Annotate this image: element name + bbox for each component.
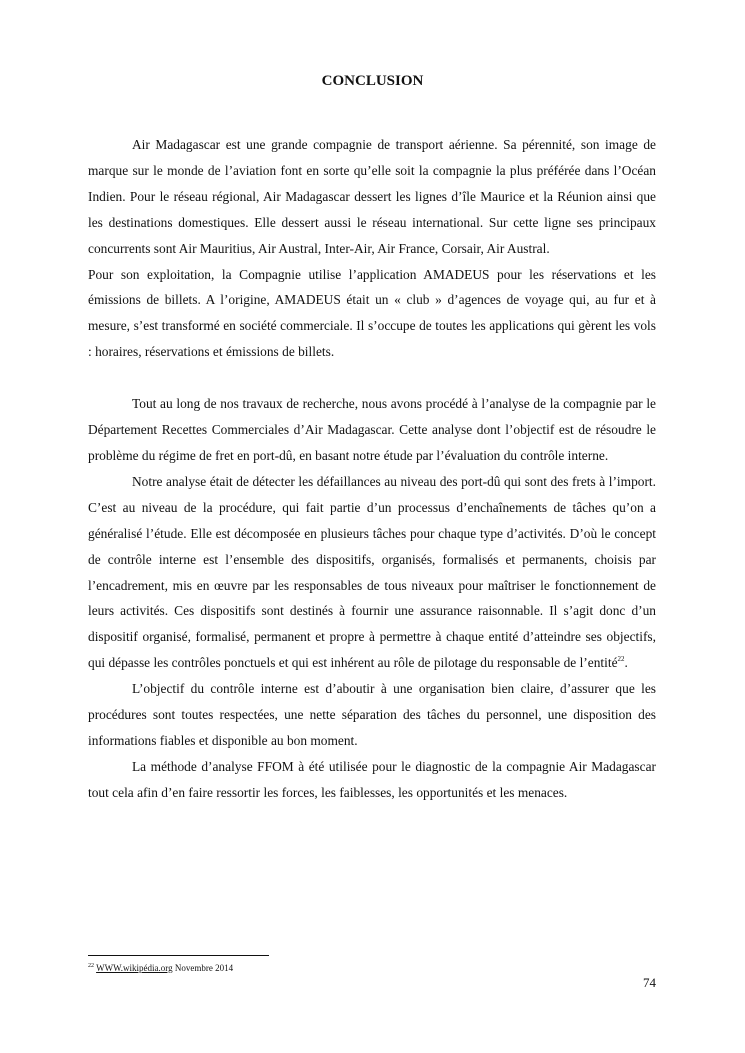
paragraph-4 (88, 469, 656, 676)
paragraph-6: La méthode d’analyse FFOM à été utilisée pour le diagnostic de la compagnie Air Madagascar tout cela afin d’en faire ressortir les forces, les faiblesses, les opportunités et les menaces. (88, 758, 656, 800)
footnote-text: Novembre 2014 (172, 963, 234, 973)
page-title: CONCLUSION (321, 73, 424, 89)
conclusion-body (88, 132, 656, 806)
footnote (88, 962, 233, 974)
page-number: 74 (643, 975, 656, 990)
footnote-reference: 22 (617, 655, 625, 664)
footnote-number: 22 (88, 963, 94, 969)
paragraph-5: L’objectif du contrôle interne est d’aboutir à une organisation bien claire, d’assurer que les procédures sont toutes respectées, une nette séparation des tâches du personnel, une disposition des informations fiables et disponible au bon moment. (88, 681, 656, 748)
paragraph-1: Air Madagascar est une grande compagnie de transport aérienne. Sa pérennité, son image de marque sur le monde de l’aviation font en sorte qu’elle soit la compagnie la plus préférée dans l’Océan Indien. Pour le réseau régional, Air Madagascar dessert les lignes d’île Maurice et la Réunion ainsi que les destinations domestiques. Elle dessert aussi le réseau international. Sur cette ligne ses principaux concurrents sont Air Mauritius, Air Austral, Inter-Air, Air France, Corsair, Air Austral. (88, 137, 656, 256)
paragraph-4-end: . (624, 655, 628, 671)
footnote-separator (88, 955, 269, 956)
paragraph-3: Tout au long de nos travaux de recherche, nous avons procédé à l’analyse de la compagnie par le Département Recettes Commerciales d’Air Madagascar. Cette analyse dont l’objectif est de résoudre le problème du régime de fret en port-dû, en basant notre étude par l’évaluation du contrôle interne. (88, 396, 656, 463)
paragraph-4-text: Notre analyse était de détecter les défaillances au niveau des port-dû qui sont des frets à l’import. C’est au niveau de la procédure, qui fait partie d’un processus d’enchaînements de tâches qu’on a généralisé l’étude. Elle est décomposée en plusieurs tâches pour chaque type d’activités. D’où le concept de contrôle interne est l’ensemble des dispositifs, organisés, formalisés et permanents, choisis par l’encadrement, mis en œuvre par les responsables de tous niveaux pour maîtriser le fonctionnement de leurs activités. Ces dispositifs sont destinés à fournir une assurance raisonnable. Il s’agit donc d’un dispositif organisé, formalisé, permanent et propre à permettre à chaque entité d’atteindre ses objectifs, qui dépasse les contrôles ponctuels et qui est inhérent au rôle de pilotage du responsable de l’entité (88, 473, 656, 671)
paragraph-gap (88, 365, 656, 391)
footnote-link[interactable]: WWW.wikipédia.org (96, 963, 173, 973)
paragraph-2: Pour son exploitation, la Compagnie utilise l’application AMADEUS pour les réservations et les émissions de billets. A l’origine, AMADEUS était un « club » d’agences de voyage qui, au fur et à mesure, s’est transformé en société commerciale. Il s’occupe de toutes les applications qui gèrent les vols : horaires, réservations et émissions de billets. (88, 266, 656, 360)
